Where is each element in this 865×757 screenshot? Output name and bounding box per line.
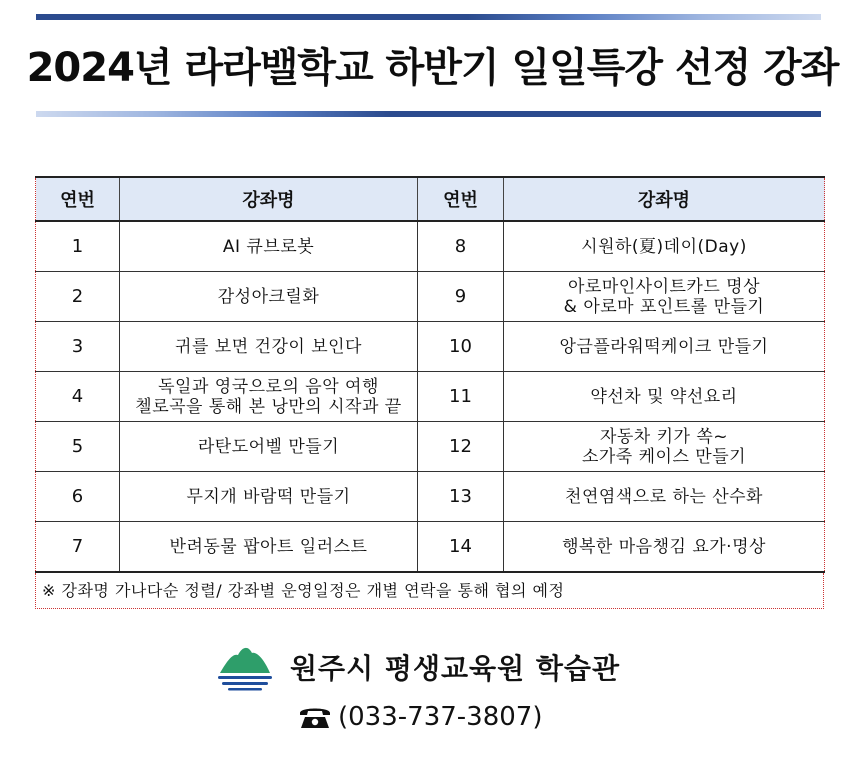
course-name <box>120 422 418 472</box>
row-number: 12 <box>418 422 504 472</box>
course-name-line: 자동차 키가 쏙~ <box>599 426 729 447</box>
course-name <box>504 472 825 522</box>
table-row <box>36 422 825 472</box>
course-name <box>504 322 825 372</box>
course-name-line: 약선차 및 약선요리 <box>590 386 738 407</box>
course-name <box>120 472 418 522</box>
row-number: 7 <box>36 522 120 573</box>
course-name <box>504 221 825 272</box>
course-name <box>504 422 825 472</box>
row-number: 2 <box>36 272 120 322</box>
course-name-line: 감성아크릴화 <box>217 286 320 307</box>
course-name-line: 첼로곡을 통해 본 낭만의 시작과 끝 <box>135 396 402 417</box>
organization-name: 원주시 평생교육원 학습관 <box>290 652 621 685</box>
course-name-line: 앙금플라워떡케이크 만들기 <box>559 336 769 357</box>
course-name-line: 무지개 바람떡 만들기 <box>186 486 351 507</box>
row-number: 13 <box>418 472 504 522</box>
course-name <box>120 522 418 573</box>
row-number: 8 <box>418 221 504 272</box>
table-row <box>36 221 825 272</box>
course-name <box>504 372 825 422</box>
column-header-number: 연번 <box>36 177 120 221</box>
course-name <box>120 272 418 322</box>
table-row <box>36 472 825 522</box>
course-name-line: 귀를 보면 건강이 보인다 <box>175 336 362 357</box>
row-number: 4 <box>36 372 120 422</box>
phone-number: (033-737-3807) <box>338 702 543 732</box>
course-name-line: 소가죽 케이스 만들기 <box>581 446 747 467</box>
row-number: 11 <box>418 372 504 422</box>
course-name-line: 천연염색으로 하는 산수화 <box>565 486 763 507</box>
telephone-icon <box>298 704 332 730</box>
course-name-line: 반려동물 팝아트 일러스트 <box>169 536 368 557</box>
table-header-row <box>36 177 825 221</box>
course-table-body <box>36 221 825 572</box>
course-name-line: AI 큐브로봇 <box>222 236 315 257</box>
row-number: 6 <box>36 472 120 522</box>
course-table <box>35 176 825 573</box>
table-row <box>36 272 825 322</box>
course-name-line: 행복한 마음챙김 요가·명상 <box>562 536 766 557</box>
table-row <box>36 322 825 372</box>
page-title: 2024년 라라밸학교 하반기 일일특강 선정 강좌 <box>26 45 839 91</box>
column-header-number: 연번 <box>418 177 504 221</box>
row-number: 3 <box>36 322 120 372</box>
course-name <box>120 322 418 372</box>
course-name <box>120 221 418 272</box>
course-name-line: 라탄도어벨 만들기 <box>197 436 340 457</box>
course-name <box>504 272 825 322</box>
row-number: 10 <box>418 322 504 372</box>
course-name-line: & 아로마 포인트롤 만들기 <box>563 296 765 317</box>
row-number: 5 <box>36 422 120 472</box>
table-row <box>36 372 825 422</box>
column-header-course: 강좌명 <box>504 177 825 221</box>
row-number: 9 <box>418 272 504 322</box>
row-number: 1 <box>36 221 120 272</box>
mountain-logo-icon <box>216 643 274 691</box>
top-decorative-bar <box>36 14 821 20</box>
course-name <box>504 522 825 573</box>
table-row <box>36 522 825 573</box>
column-header-course: 강좌명 <box>120 177 418 221</box>
course-name-line: 아로마인사이트카드 명상 <box>567 276 761 297</box>
phone-block <box>298 702 542 732</box>
bottom-decorative-bar <box>36 111 821 117</box>
course-name-line: 독일과 영국으로의 음악 여행 <box>158 376 379 397</box>
course-name <box>120 372 418 422</box>
course-name-line: 시원하(夏)데이(Day) <box>581 236 747 257</box>
footnote: ※ 강좌명 가나다순 정렬/ 강좌별 운영일정은 개별 연락을 통해 협의 예정 <box>35 573 824 609</box>
organization-block <box>216 642 620 692</box>
row-number: 14 <box>418 522 504 573</box>
